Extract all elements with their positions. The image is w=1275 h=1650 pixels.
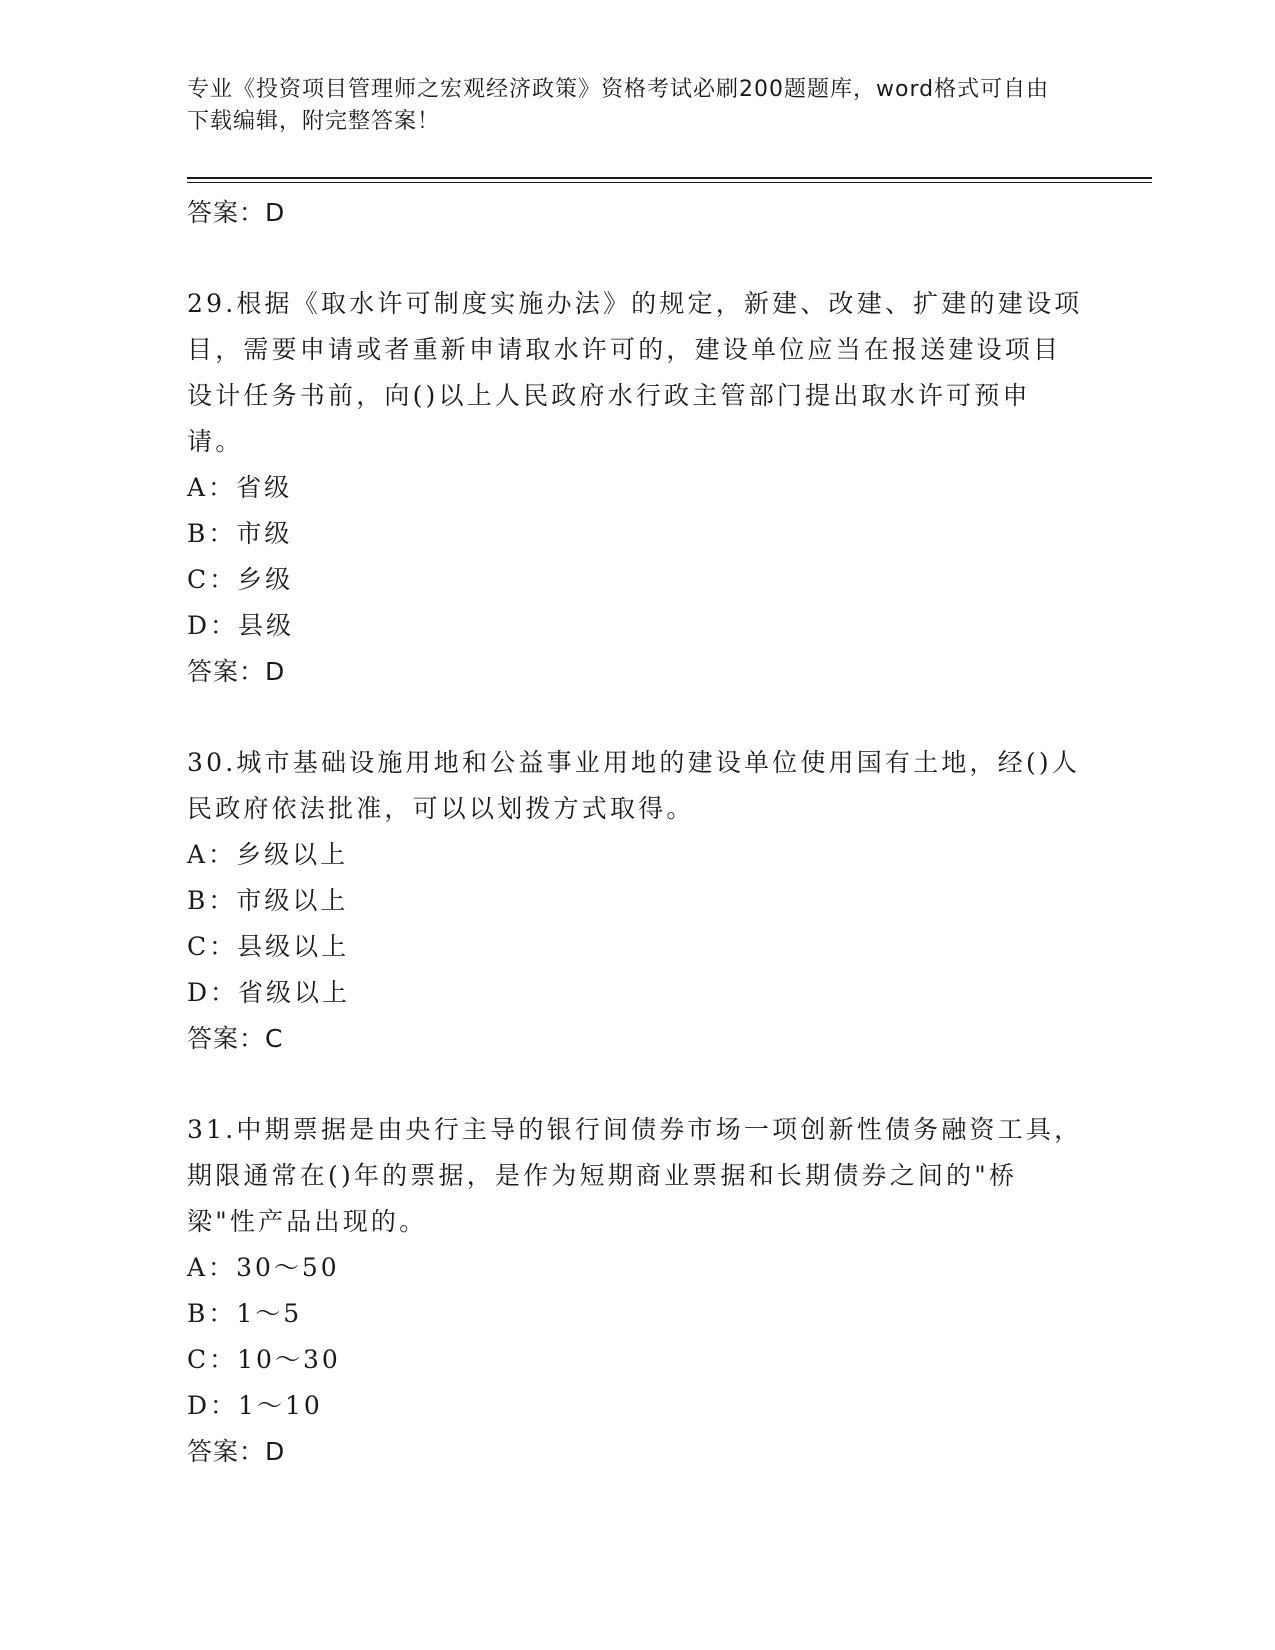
option-key: C： [187,565,238,594]
option-text: 乡级以上 [236,840,349,869]
option-key: A： [187,473,237,502]
option-b [187,878,1087,924]
option-key: A： [187,840,237,869]
option-c [187,924,1087,970]
option-text: 30～50 [236,1253,340,1282]
option-c [187,557,1087,603]
answer-line: 答案：D [187,1437,286,1466]
option-a [187,465,1087,511]
option-text: 10～30 [237,1345,341,1374]
option-key: C： [187,1345,238,1374]
question-block [187,1107,1087,1475]
option-key: B： [187,1299,237,1328]
option-key: C： [187,932,238,961]
option-text: 县级 [238,611,295,640]
header-rule-thin [187,182,1152,183]
option-text: 1～10 [238,1391,323,1420]
option-key: D： [187,611,239,640]
question-list [187,190,1087,1475]
option-b [187,1291,1087,1337]
question-text: 30.城市基础设施用地和公益事业用地的建设单位使用国有土地，经()人民政府依法批准，可以以划拨方式取得。 [187,748,1081,823]
option-d [187,970,1087,1016]
option-text: 市级 [236,519,293,548]
option-d [187,1383,1087,1429]
option-key: D： [187,978,239,1007]
option-key: A： [187,1253,237,1282]
option-text: 乡级 [237,565,294,594]
question-block [187,281,1087,695]
option-text: 1～5 [236,1299,303,1328]
option-key: B： [187,519,237,548]
option-a [187,1245,1087,1291]
question-text: 29.根据《取水许可制度实施办法》的规定，新建、改建、扩建的建设项目，需要申请或者重新申请取水许可的，建设单位应当在报送建设项目设计任务书前，向()以上人民政府水行政主管部门提出取水许可预申请。 [187,289,1083,456]
document-header: 专业《投资项目管理师之宏观经济政策》资格考试必刷200题题库，word格式可自由下载编辑，附完整答案！ [187,77,1050,134]
header-rule-thick [187,177,1152,179]
question-block [187,740,1087,1062]
option-key: D： [187,1391,239,1420]
answer-line: 答案：D [187,657,286,686]
previous-answer: 答案：D [187,198,286,227]
option-c [187,1337,1087,1383]
option-a [187,832,1087,878]
question-text: 31.中期票据是由央行主导的银行间债券市场一项创新性债务融资工具，期限通常在()年的票据，是作为短期商业票据和长期债券之间的"桥梁"性产品出现的。 [187,1115,1083,1236]
option-text: 省级以上 [238,978,351,1007]
answer-line: 答案：C [187,1024,284,1053]
option-d [187,603,1087,649]
option-text: 省级 [236,473,293,502]
option-key: B： [187,886,237,915]
option-text: 市级以上 [236,886,349,915]
option-b [187,511,1087,557]
option-text: 县级以上 [237,932,350,961]
